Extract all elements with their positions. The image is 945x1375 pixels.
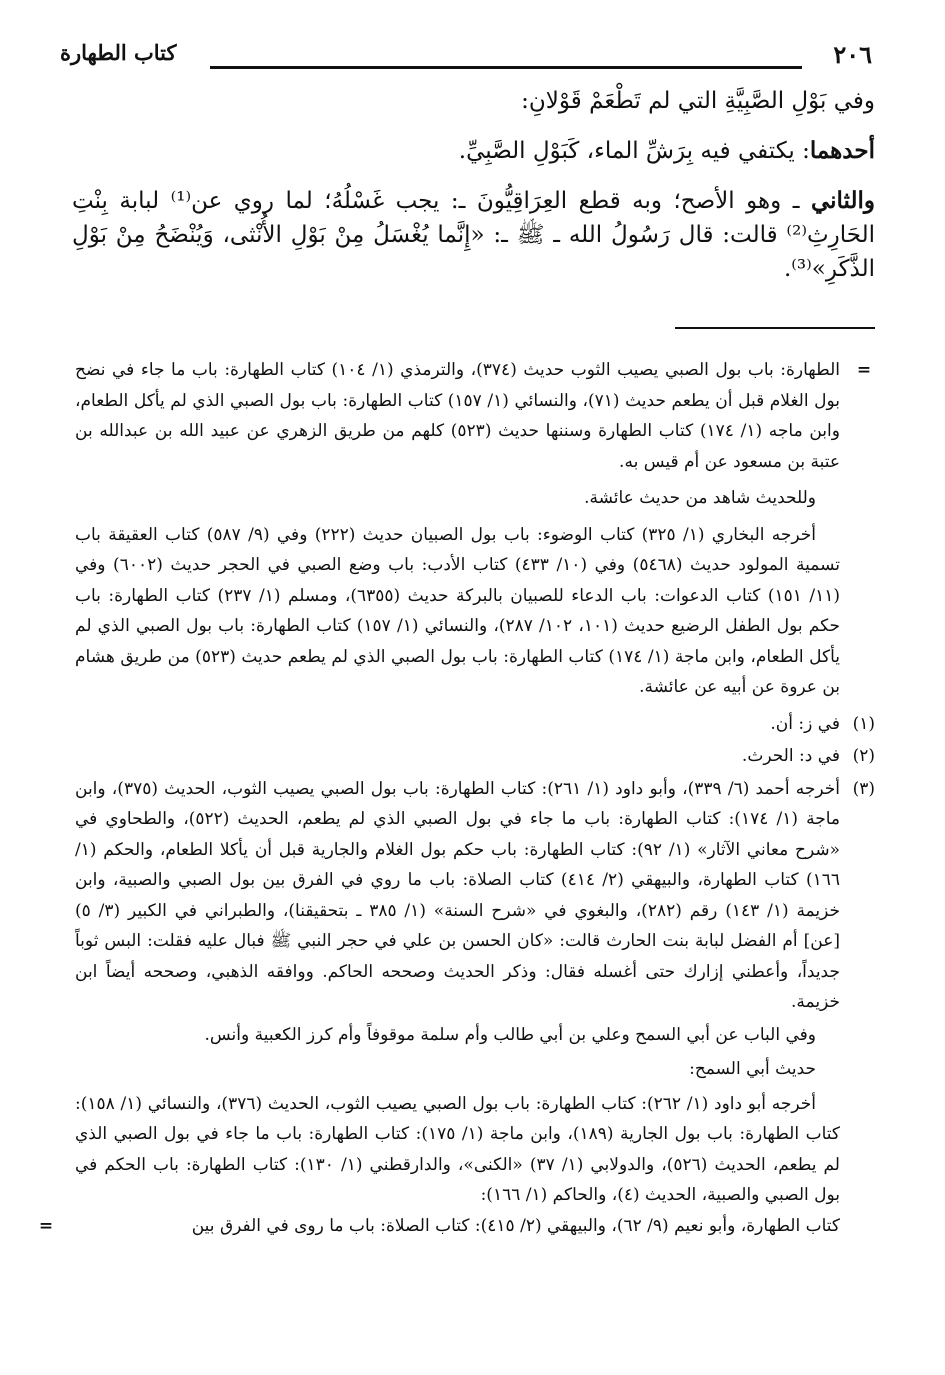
main-text: [72, 84, 875, 302]
book-title: كتاب الطهارة: [60, 40, 177, 65]
page-number: ٢٠٦: [833, 40, 872, 69]
footnote-1-text: في ز: أن.: [770, 713, 840, 734]
footnote-bukhari: أخرجه البخاري (١/ ٣٢٥) كتاب الوضوء: باب بول الصبيان حديث (٢٢٢) وفي (٩/ ٥٨٧) كتاب العقيقة باب تسمية المولود حديث (٥٤٦٨) وفي (١٠/ ٤٣٣) كتاب الأدب: باب وضع الصبي في الحجر حديث (٦٠٠٢) وفي (١١/ ١٥١) كتاب الدعوات: باب الدعاء للصبيان بالبركة حديث (٦٣٥٥)، ومسلم (١/ ٢٣٧) كتاب الطهارة: باب حكم بول الطفل الرضيع حديث (١٠١، ١٠٢/ ٢٨٧)، والنسائي (١/ ١٥٧) كتاب الطهارة: باب بول الصبي الذي لم يأكل الطعام، وابن ماجة (١/ ١٧٤) كتاب الطهارة: باب بول الصبي الذي لم يطعم حديث (٥٢٣) من طريق هشام بن عروة عن أبيه عن عائشة.: [75, 524, 840, 697]
footnote-witness: وللحديث شاهد من حديث عائشة.: [584, 488, 816, 508]
continues-mark: =: [38, 1215, 54, 1236]
paragraph-3-lead: والثاني: [810, 187, 875, 214]
footnote-3-text: أخرجه أحمد (٦/ ٣٣٩)، وأبو داود (١/ ٢٦١): كتاب الطهارة: باب بول الصبي يصيب الثوب، الحديث (٣٧٥)، وابن ماجة (١/ ١٧٤): كتاب الطهارة: باب ما جاء في بول الصبي الذي لم يطعم، الحديث (٥٢٢)، والطحاوي في «شرح معاني الآثار» (١/ ٩٢): كتاب الطهارة: باب حكم بول الغلام والجارية قبل أن يأكلا الطعام، والحكم (١/ ١٦٦) كتاب الطهارة، والبيهقي (٢/ ٤١٤) كتاب الصلاة: باب ما روي في الفرق بين بول الصبي والصبية، وابن خزيمة (١/ ١٤٣) رقم (٢٨٢)، والبغوي في «شرح السنة» (١/ ٣٨٥ ـ بتحقيقنا)، والطبراني في الكبير (٣/ ٥) [عن] أم الفضل لبابة بنت الحارث قالت: «كان الحسن بن علي في حجر النبي ﷺ فبال عليه فقلت: البس ثوباً جديداً، وأعطني إزارك حتى أغسله فقال: وذكر الحديث وصححه الحاكم. ووافقه الذهبي، وصححه أيضاً ابن خزيمة.: [75, 778, 841, 1012]
footnote-abu-samh-title: حديث أبي السمح:: [689, 1059, 816, 1079]
footnote-3-number: (٣): [852, 778, 875, 799]
footnote-last-line: [38, 1211, 840, 1242]
paragraph-2-lead: أحدهما: [809, 137, 875, 164]
footnote-1-number: (١): [852, 713, 875, 734]
paragraph-1: وفي بَوْلِ الصَّبِيَّةِ التي لم تَطْعَمْ قَوْلانِ:: [521, 88, 875, 114]
paragraph-3: [72, 184, 875, 286]
footnote-chapter: وفي الباب عن أبي السمح وعلي بن أبي طالب وأم سلمة موقوفاً وأم كرز الكعبية وأنس.: [204, 1024, 816, 1045]
footnote-continued: [75, 355, 875, 477]
footnote-2: [75, 741, 875, 772]
footnote-last-line-text: كتاب الطهارة، وأبو نعيم (٩/ ٦٢)، والبيهقي (٢/ ٤١٥): كتاب الصلاة: باب ما روى في الفرق بين: [191, 1215, 840, 1236]
footnote-abu-samh-text: أخرجه أبو داود (١/ ٢٦٢): كتاب الطهارة: باب بول الصبي يصيب الثوب، الحديث (٣٧٦)، والنسائي (١/ ١٥٨): كتاب الطهارة: باب بول الجارية (١٨٩)، وابن ماجة (١/ ١٧٥): كتاب الطهارة: باب ما جاء في بول الصبي الذي لم يطعم، الحديث (٥٢٦)، والدولابي (١/ ٣٧) «الكنى»، والدارقطني (١/ ١٣٠): كتاب الطهارة: باب الحكم في بول الصبي والصبية، الحديث (٤)، والحاكم (١/ ١٦٦):: [75, 1093, 840, 1205]
footnote-abu-samh: [38, 1089, 875, 1242]
paragraph-2: [72, 134, 875, 168]
header-rule: [210, 66, 802, 69]
footnote-continued-text: الطهارة: باب بول الصبي يصيب الثوب حديث (٣٧٤)، والترمذي (١/ ١٠٤) كتاب الطهارة: باب ما جاء في نضح بول الغلام قبل أن يطعم حديث (٧١)، والنسائي (١/ ١٥٧) كتاب الطهارة: باب بول الصبي الذي لم يأكل الطعام، وابن ماجه (١/ ١٧٤) كتاب الطهارة وسننها حديث (٥٢٣) كلهم من طريق الزهري عن عبيد الله بن عبدالله بن عتبة بن مسعود عن أم قيس به.: [75, 360, 840, 472]
paragraph-2-text: : يكتفي فيه بِرَشِّ الماء، كَبَوْلِ الصَّبِيِّ.: [458, 138, 810, 164]
continuation-mark: =: [856, 360, 872, 380]
running-header: [60, 40, 872, 76]
footnote-2-text: في د: الحرث.: [741, 746, 840, 766]
footnote-2-number: (٢): [852, 746, 875, 766]
footnotes: [38, 355, 875, 1241]
footnote-1: [75, 709, 875, 740]
footnote-separator: [675, 327, 875, 329]
paragraph-3-text: ـ وهو الأصح؛ وبه قطع العِرَاقِيُّونَ ـ: يجب غَسْلُهُ؛ لما روي عن⁽¹⁾ لبابة بِنْتِ الحَارِثِ⁽²⁾ قالت: قال رَسُولُ الله ـ ﷺ ـ: «إِنَّما يُغْسَلُ مِنْ بَوْلِ الأُنْثى، وَيُنْضَحُ مِنْ بَوْلِ الذَّكَرِ»⁽³⁾.: [72, 188, 875, 282]
footnote-3: [75, 774, 875, 1018]
